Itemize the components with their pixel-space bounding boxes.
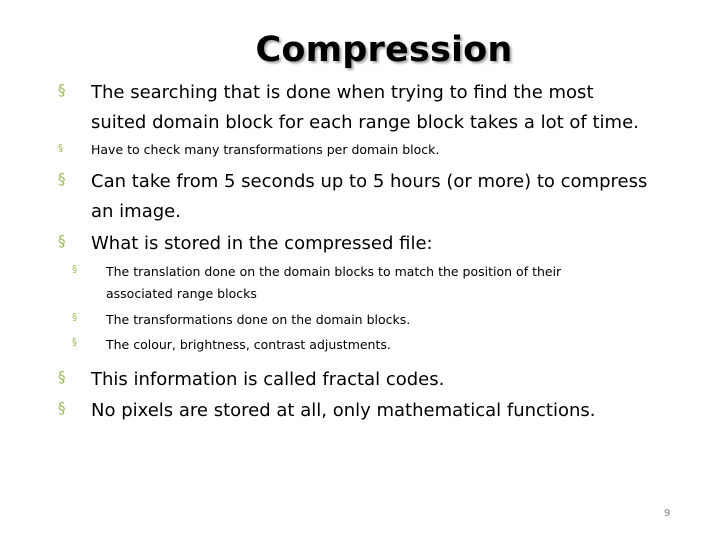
bullet-line: The translation done on the domain blocks to match the position of their [106,264,562,279]
page-number: 9 [664,508,671,519]
bullet-marker-icon: § [58,232,66,250]
bullet-line: No pixels are stored at all, only mathematical functions. [91,400,596,421]
bullet-marker-icon: § [58,143,63,154]
bullet-line: The transformations done on the domain blocks. [106,312,411,327]
bullet-line: associated range blocks [106,286,257,301]
bullet-line: suited domain block for each range block takes a lot of time. [91,112,639,133]
bullet-line: This information is called fractal codes. [91,369,445,390]
bullet-line: What is stored in the compressed file: [91,233,433,254]
slide-title: Compression [255,30,513,70]
bullet-marker-icon: § [58,399,66,417]
bullet-line: Have to check many transformations per domain block. [91,142,440,157]
bullet-line: The colour, brightness, contrast adjustments. [106,337,391,352]
bullet-marker-icon: § [58,81,66,99]
bullet-marker-icon: § [72,264,77,275]
bullet-line: an image. [91,201,181,222]
bullet-line: Can take from 5 seconds up to 5 hours (or more) to compress [91,171,648,192]
bullet-marker-icon: § [58,368,66,386]
bullet-line: The searching that is done when trying to find the most [91,82,594,103]
bullet-marker-icon: § [72,312,77,323]
bullet-marker-icon: § [72,337,77,348]
bullet-marker-icon: § [58,170,66,188]
